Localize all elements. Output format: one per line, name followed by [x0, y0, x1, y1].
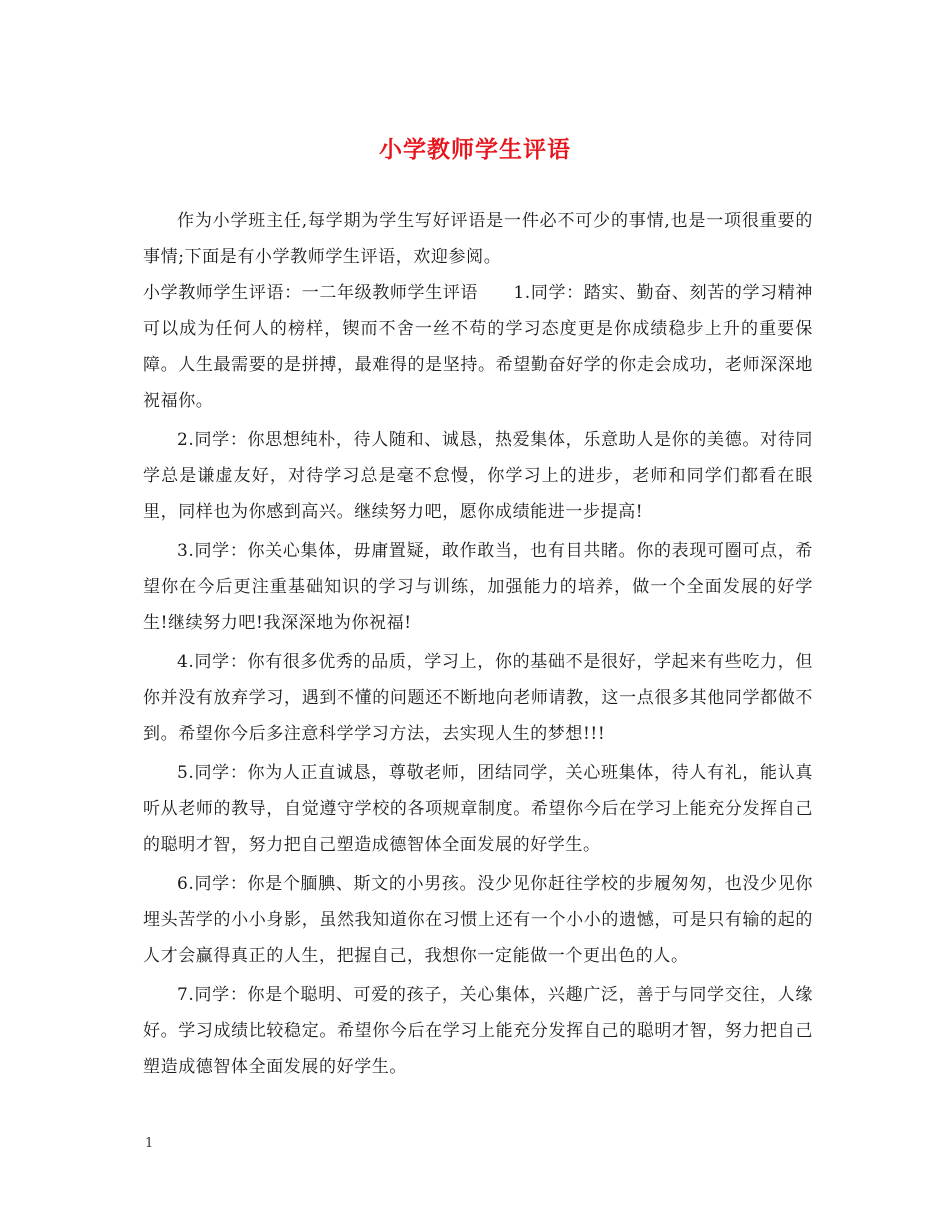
document-body	[143, 203, 813, 1085]
comment-paragraph-1: 小学教师学生评语：一二年级教师学生评语 1.同学：踏实、勤奋、刻苦的学习精神可以成为任何人的榜样，锲而不舍一丝不苟的学习态度更是你成绩稳步上升的重要保障。人生最需要的是拼搏，最难得的是坚持。希望勤奋好学的你走会成功，老师深深地祝福你。	[143, 283, 813, 411]
document-title: 小学教师学生评语	[379, 136, 571, 163]
comment-paragraph-6: 6.同学：你是个腼腆、斯文的小男孩。没少见你赶往学校的步履匆匆，也没少见你埋头苦学的小小身影，虽然我知道你在习惯上还有一个小小的遗憾，可是只有输的起的人才会赢得真正的人生，把握自己，我想你一定能做一个更出色的人。	[143, 874, 813, 966]
comment-paragraph-7: 7.同学：你是个聪明、可爱的孩子，关心集体，兴趣广泛，善于与同学交往，人缘好。学习成绩比较稳定。希望你今后在学习上能充分发挥自己的聪明才智，努力把自己塑造成德智体全面发展的好学生。	[143, 985, 813, 1077]
comment-paragraph-5: 5.同学：你为人正直诚恳，尊敬老师，团结同学，关心班集体，待人有礼，能认真听从老师的教导，自觉遵守学校的各项规章制度。希望你今后在学习上能充分发挥自己的聪明才智，努力把自己塑造成德智体全面发展的好学生。	[143, 763, 813, 855]
comment-paragraph-3: 3.同学：你关心集体，毋庸置疑，敢作敢当，也有目共睹。你的表现可圈可点，希望你在今后更注重基础知识的学习与训练，加强能力的培养，做一个全面发展的好学生!继续努力吧!我深深地为你祝福!	[143, 541, 813, 633]
intro-paragraph: 作为小学班主任,每学期为学生写好评语是一件必不可少的事情,也是一项很重要的事情;下面是有小学教师学生评语，欢迎参阅。	[143, 211, 813, 267]
comment-paragraph-4: 4.同学：你有很多优秀的品质，学习上，你的基础不是很好，学起来有些吃力，但你并没有放弃学习，遇到不懂的问题还不断地向老师请教，这一点很多其他同学都做不到。希望你今后多注意科学学习方法，去实现人生的梦想!!!	[143, 652, 813, 744]
page-number: 1	[145, 1136, 154, 1151]
comment-paragraph-2: 2.同学：你思想纯朴，待人随和、诚恳，热爱集体，乐意助人是你的美德。对待同学总是谦虚友好，对待学习总是毫不怠慢，你学习上的进步，老师和同学们都看在眼里，同样也为你感到高兴。继续努力吧，愿你成绩能进一步提高!	[143, 430, 813, 522]
